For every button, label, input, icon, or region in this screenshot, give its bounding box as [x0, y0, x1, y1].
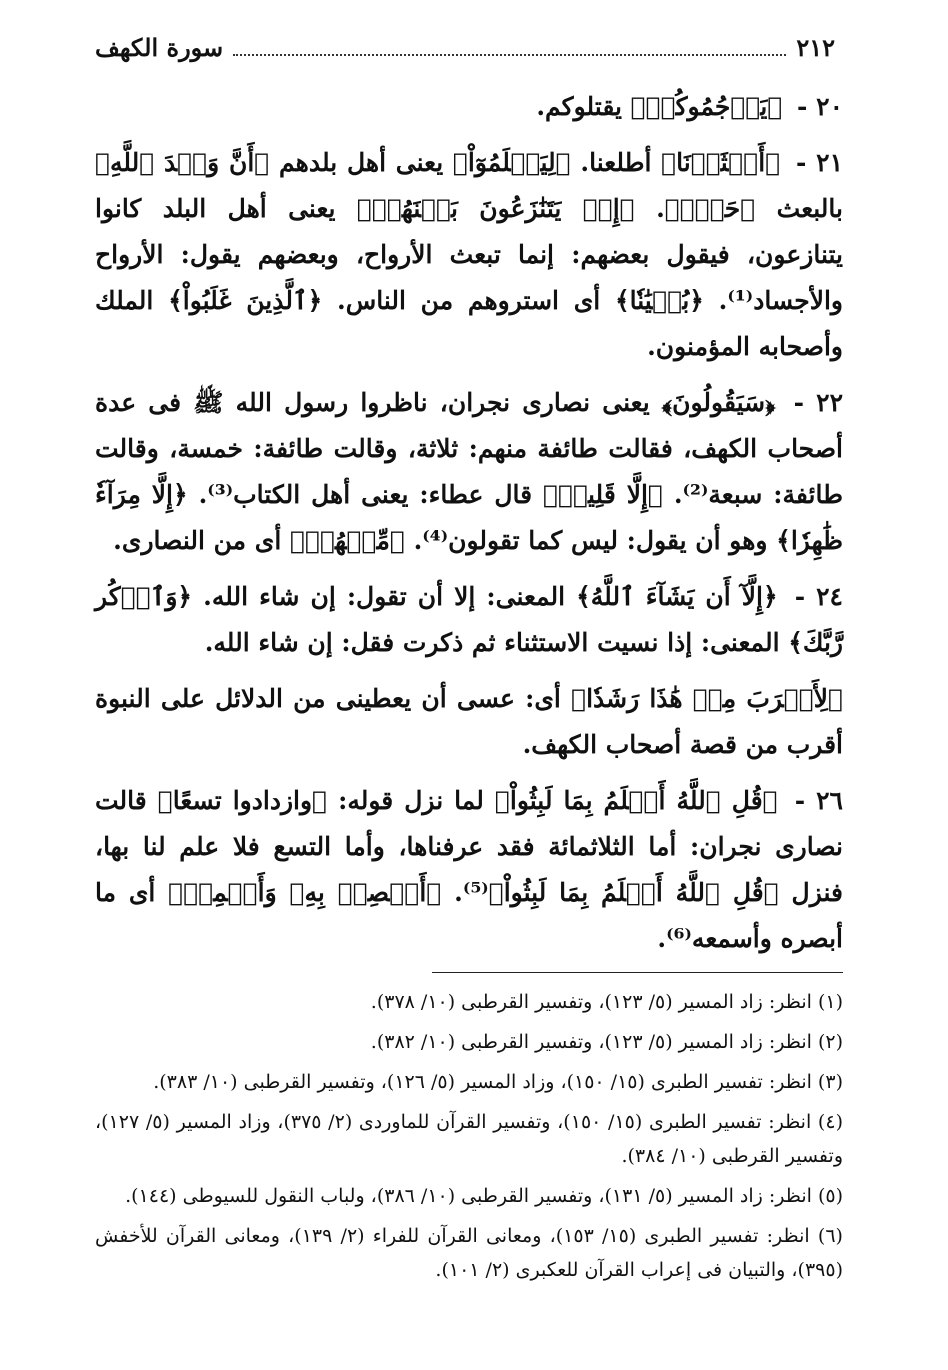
verse-commentary: ﴿إِلَّآ أَن يَشَآءَ ٱللَّهُ﴾ المعنى: إلا أن تقول: إن شاء الله. ﴿وَٱذۡكُر رَّبَّكَ﴾ المعنى: إذا نسيت الاستثناء ثم ذكرت فقل: إن شاء الله.: [95, 582, 843, 657]
footnote-2: (٢) انظر: زاد المسير (٥/ ١٢٣)، وتفسير القرطبى (١٠/ ٣٨٢).: [370, 1031, 843, 1053]
footnotes: [95, 985, 843, 1287]
verse-number: ٢٢ -: [793, 388, 843, 417]
verse-number: ٢٠ -: [797, 92, 843, 121]
footnote-1: (١) انظر: زاد المسير (٥/ ١٢٣)، وتفسير القرطبى (١٠/ ٣٧٨).: [370, 991, 843, 1013]
page-number: ٢١٢: [796, 33, 835, 62]
running-head: [95, 30, 843, 66]
verse-entry-22: [95, 380, 843, 564]
verse-commentary: ﴿قُلِ ٱللَّهُ أَعۡلَمُ بِمَا لَبِثُواْ﴾ لما نزل قوله: ﴿وازدادوا تسعًا﴾ قالت نصارى نجران: أما الثلاثمائة فقد عرفناها، وأما التسع فلا علم لنا بها، فنزل ﴿قُلِ ٱللَّهُ أَعۡلَمُ بِمَا لَبِثُواْ﴾⁽⁵⁾. ﴿أَبۡصِرۡ بِهِۦ وَأَسۡمِعۡ﴾ أى ما أبصره وأسمعه⁽⁶⁾.: [95, 786, 843, 953]
footnote-divider: [432, 972, 843, 973]
verse-entry-21: [95, 140, 843, 370]
footnote-6: (٦) انظر: تفسير الطبرى (١٥/ ١٥٣)، ومعانى القرآن للفراء (٢/ ١٣٩)، ومعانى القرآن للأخفش (٣٩٥)، والتبيان فى إعراب القرآن للعكبرى (٢/ ١٠١).: [95, 1225, 843, 1281]
verse-commentary: ﴿يَرۡجُمُوكُمۡ﴾ يقتلوكم.: [536, 92, 783, 121]
footnote-4: (٤) انظر: تفسير الطبرى (١٥/ ١٥٠)، وتفسير القرآن للماوردى (٢/ ٣٧٥)، وزاد المسير (٥/ ١٢٧)، وتفسير القرطبى (١٠/ ٣٨٤).: [95, 1111, 843, 1167]
verse-entry-24: [95, 574, 843, 666]
verse-number: ٢٤ -: [794, 582, 843, 611]
main-text: [95, 84, 843, 962]
verse-commentary: ﴿لِأَقۡرَبَ مِنۡ هَٰذَا رَشَدٗا﴾ أى: عسى أن يعطينى من الدلائل على النبوة أقرب من قصة أصحاب الكهف.: [95, 684, 843, 759]
verse-commentary: ﴿أَعۡثَرۡنَا﴾ أطلعنا. ﴿لِيَعۡلَمُوٓاْ﴾ يعنى أهل بلدهم ﴿أَنَّ وَعۡدَ ٱللَّهِ﴾ بالبعث ﴿حَقّٞ﴾. ﴿إِذۡ يَتَنَٰزَعُونَ بَيۡنَهُمۡ﴾ يعنى أهل البلد كانوا يتنازعون، فيقول بعضهم: إنما تبعث الأرواح، وبعضهم يقول: الأرواح والأجساد⁽¹⁾. ﴿بُنۡيَٰنٗا﴾ أى استروهم من الناس. ﴿ٱلَّذِينَ غَلَبُواْ﴾ الملك وأصحابه المؤمنون.: [95, 148, 843, 361]
verse-entry-continuation: [95, 676, 843, 768]
footnote-3: (٣) انظر: تفسير الطبرى (١٥/ ١٥٠)، وزاد المسير (٥/ ١٢٦)، وتفسير القرطبى (١٠/ ٣٨٣).: [153, 1071, 843, 1093]
verse-entry-26: [95, 778, 843, 962]
verse-number: ٢٦ -: [794, 786, 843, 815]
leader-dots: [233, 54, 786, 56]
verse-number: ٢١ -: [796, 148, 843, 177]
footnote-5: (٥) انظر: زاد المسير (٥/ ١٣١)، وتفسير القرطبى (١٠/ ٣٨٦)، ولباب النقول للسيوطى (١٤٤).: [125, 1185, 843, 1207]
verse-commentary: ﴿سَيَقُولُونَ﴾ يعنى نصارى نجران، ناظروا رسول الله ﷺ فى عدة أصحاب الكهف، فقالت طائفة منهم: ثلاثة، وقالت طائفة: خمسة، وقالت طائفة: سبعة⁽²⁾. ﴿إِلَّا قَلِيلٞ﴾ قال عطاء: يعنى أهل الكتاب⁽³⁾. ﴿إِلَّا مِرَآءٗ ظَٰهِرٗا﴾ وهو أن يقول: ليس كما تقولون⁽⁴⁾. ﴿مِّنۡهُمۡ﴾ أى من النصارى.: [95, 388, 844, 555]
verse-entry-20: [95, 84, 843, 130]
surah-title: سورة الكهف: [95, 33, 224, 62]
